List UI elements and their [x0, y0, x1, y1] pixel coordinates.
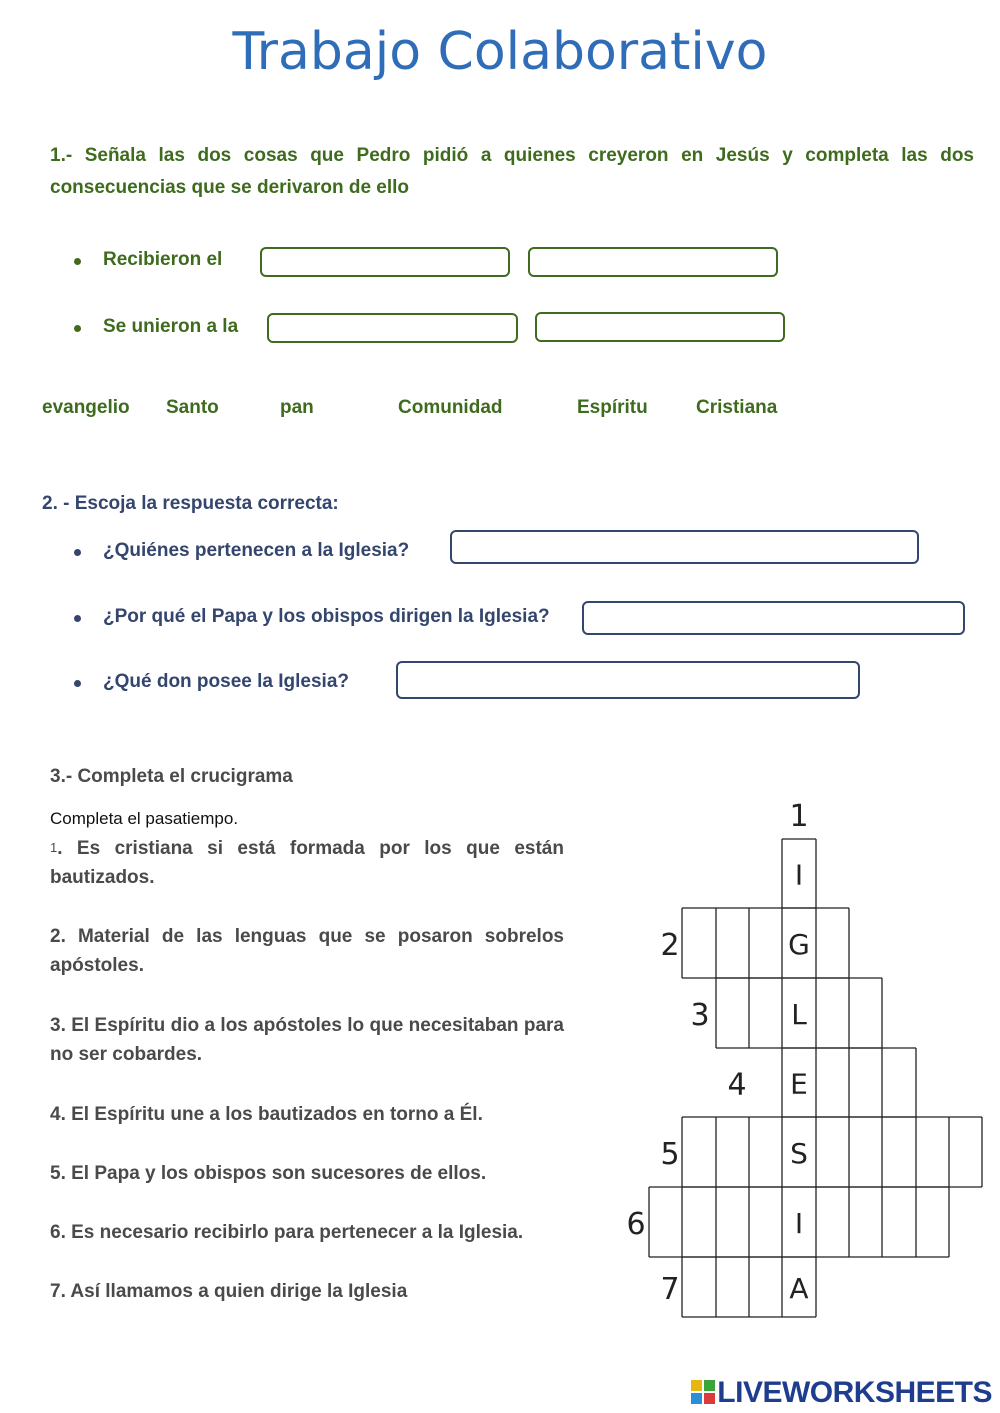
clue-6: 6. Es necesario recibirlo para pertenecer a la Iglesia.: [50, 1222, 524, 1243]
crossword-subheading: Completa el pasatiempo.: [50, 809, 239, 828]
word-bank-item: Cristiana: [696, 397, 778, 418]
crossword-key-letter: I: [794, 1207, 804, 1240]
crossword-key-letter: E: [790, 1067, 808, 1101]
crossword-row-number: 3: [690, 998, 710, 1033]
crossword-key-letter: G: [788, 928, 810, 961]
crossword-row-number: 2: [660, 928, 680, 963]
crossword-column-number: 1: [789, 799, 809, 834]
question-2-prompt: 2. - Escoja la respuesta correcta:: [42, 493, 339, 514]
q2-item-label: ¿Qué don posee la Iglesia?: [103, 671, 349, 692]
bullet-icon: [74, 680, 81, 687]
bullet-icon: [74, 615, 81, 622]
bullet-icon: [74, 325, 81, 332]
crossword-key-letter: I: [794, 858, 804, 892]
word-bank-item: evangelio: [42, 397, 130, 418]
clue-5: 5. El Papa y los obispos son sucesores de ellos.: [50, 1163, 487, 1184]
clue-3: 3. El Espíritu dio a los apóstoles lo que necesitaban para no ser cobardes.: [50, 1015, 564, 1065]
clue-1: [50, 833, 564, 892]
word-bank-item: Santo: [166, 397, 219, 418]
q2-item-label: ¿Quiénes pertenecen a la Iglesia?: [103, 540, 410, 561]
word-bank-item: Comunidad: [398, 397, 503, 418]
q1-answer-input-2b[interactable]: [535, 312, 785, 342]
clue-4: 4. El Espíritu une a los bautizados en torno a Él.: [50, 1104, 483, 1125]
q1-item-label: Se unieron a la: [103, 316, 239, 337]
q2-answer-input-1[interactable]: [450, 530, 919, 564]
crossword-svg: [600, 780, 1000, 1340]
crossword-key-letter: S: [790, 1137, 808, 1170]
crossword-key-letter: A: [789, 1272, 809, 1305]
q1-answer-input-1b[interactable]: [528, 247, 778, 277]
question-3-heading: 3.- Completa el crucigrama: [50, 766, 293, 787]
liveworksheets-icon: [691, 1378, 715, 1402]
bullet-icon: [74, 549, 81, 556]
crossword-row-number: 7: [660, 1272, 680, 1307]
brand-name: LIVEWORKSHEETS: [717, 1376, 992, 1409]
q2-item-label: ¿Por qué el Papa y los obispos dirigen la Iglesia?: [103, 606, 550, 627]
crossword-row-number: 6: [626, 1207, 646, 1242]
clue-7: 7. Así llamamos a quien dirige la Iglesia: [50, 1281, 408, 1302]
q1-item-label: Recibieron el: [103, 249, 223, 270]
crossword-grid: [600, 780, 1000, 1340]
question-1-prompt: 1.- Señala las dos cosas que Pedro pidió a quienes creyeron en Jesús y completa las dos consecuencias que se derivaron de ello: [50, 145, 974, 198]
q1-answer-input-1a[interactable]: [260, 247, 510, 277]
q1-answer-input-2a[interactable]: [267, 313, 518, 343]
q2-answer-input-2[interactable]: [582, 601, 965, 635]
clue-2: 2. Material de las lenguas que se posaron sobrelos apóstoles.: [50, 926, 564, 976]
bullet-icon: [74, 258, 81, 265]
word-bank-item: Espíritu: [577, 397, 648, 418]
q2-answer-input-3[interactable]: [396, 661, 860, 699]
liveworksheets-logo: [691, 1376, 992, 1410]
crossword-row-number: 5: [660, 1137, 680, 1172]
crossword-row-number: 4: [727, 1067, 747, 1103]
crossword-key-letter: L: [791, 998, 807, 1031]
clue-1-number: 1: [50, 840, 58, 855]
page-title: Trabajo Colaborativo: [232, 22, 768, 82]
word-bank-item: pan: [280, 397, 314, 418]
clue-1-text: . Es cristiana si está formada por los que están bautizados.: [50, 838, 564, 888]
